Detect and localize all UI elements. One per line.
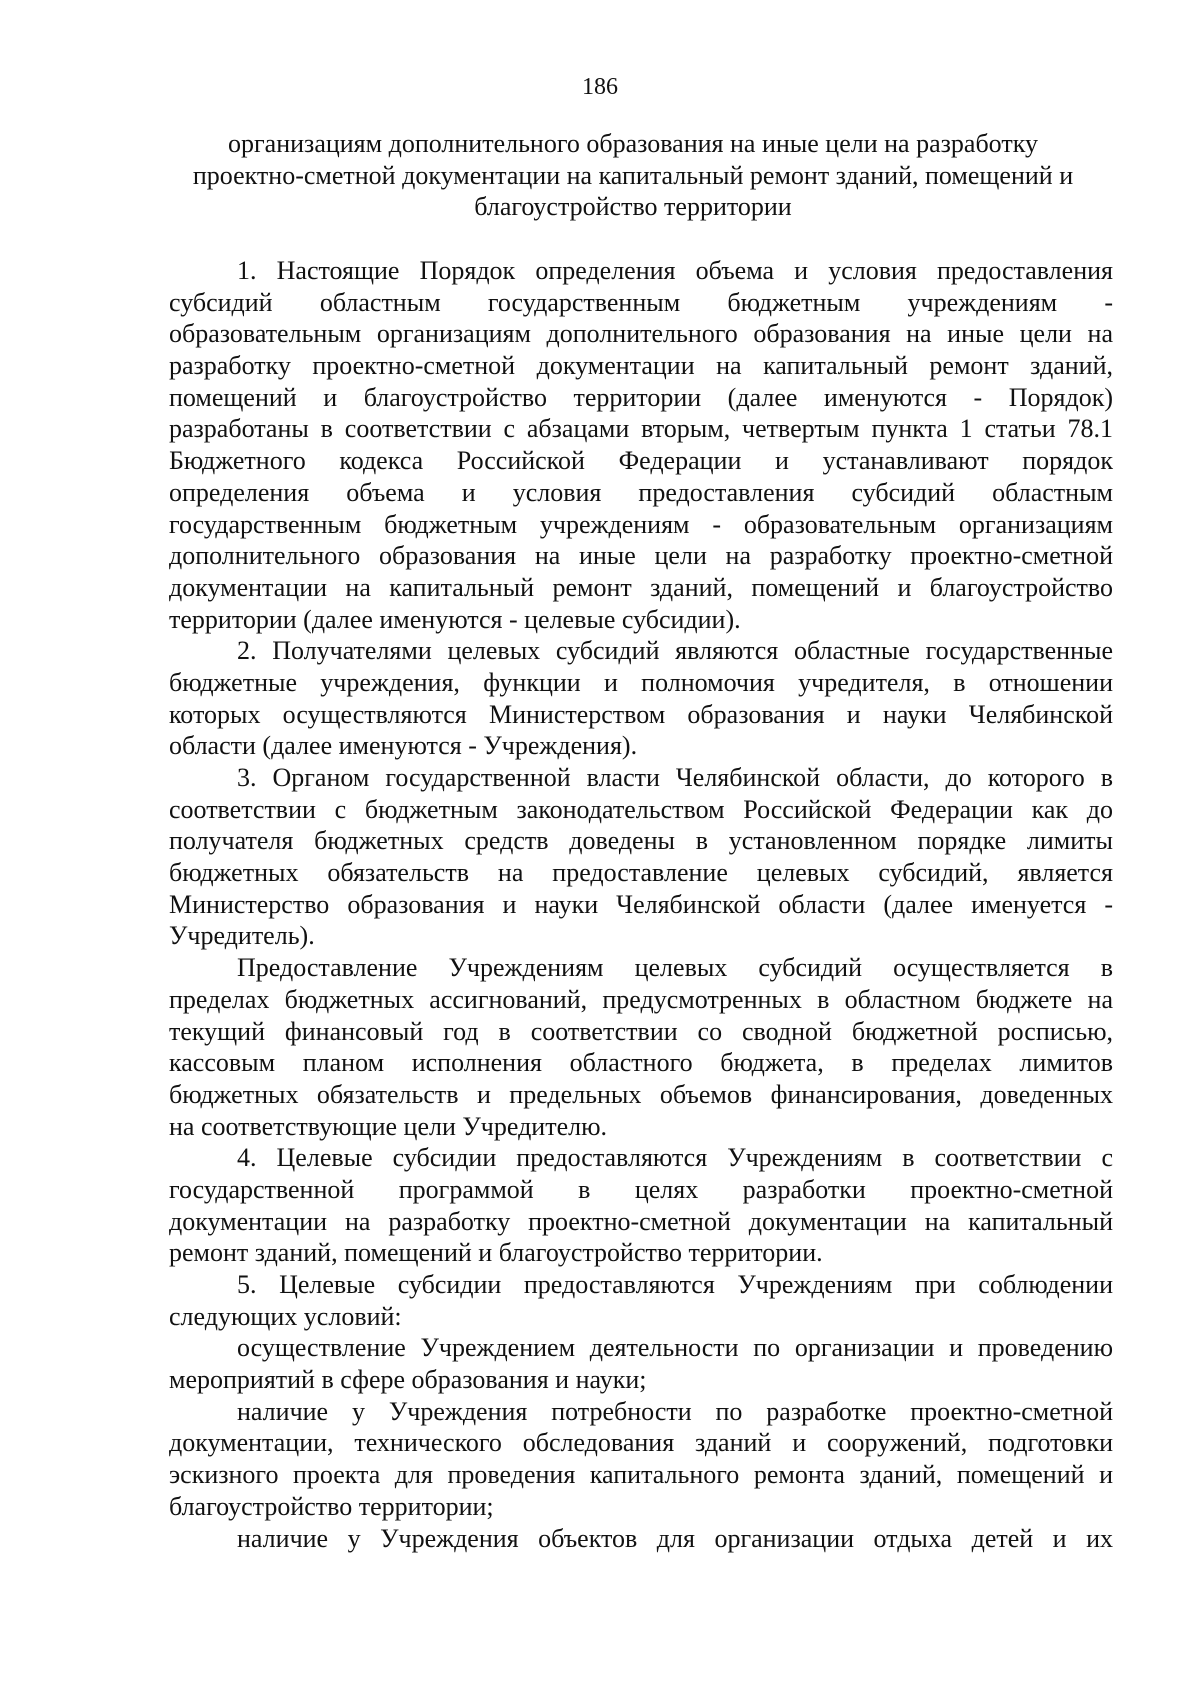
document-body	[169, 255, 1113, 1554]
paragraph-line: бюджетных обязательств на предоставление целевых субсидий, является	[169, 858, 1113, 888]
paragraph	[169, 762, 1113, 952]
paragraph	[169, 255, 1113, 635]
paragraph-line: эскизного проекта для проведения капитального ремонта зданий, помещений и	[169, 1460, 1113, 1490]
paragraph-line: субсидий областным государственным бюджетным учреждениям -	[169, 287, 1113, 317]
paragraph	[169, 1269, 1113, 1332]
paragraph-line: документации, технического обследования зданий и сооружений, подготовки	[169, 1428, 1113, 1458]
paragraph-line: пределах бюджетных ассигнований, предусмотренных в областном бюджете на	[169, 984, 1113, 1014]
paragraph-line: Министерство образования и науки Челябинской области (далее именуется -	[169, 889, 1113, 919]
paragraph-line: бюджетные учреждения, функции и полномочия учредителя, в отношении	[169, 667, 1113, 697]
paragraph-line: 2. Получателями целевых субсидий являются областные государственные	[237, 636, 1113, 666]
paragraph-line: текущий финансовый год в соответствии со сводной бюджетной росписью,	[169, 1016, 1113, 1046]
paragraph-line: наличие у Учреждения объектов для организации отдыха детей и их	[237, 1523, 1113, 1553]
paragraph-line: определения объема и условия предоставления субсидий областным	[169, 477, 1113, 507]
paragraph-line: которых осуществляются Министерством образования и науки Челябинской	[169, 699, 1113, 729]
paragraph-line: области (далее именуются - Учреждения).	[169, 731, 638, 761]
paragraph-line: Учредитель).	[169, 921, 315, 951]
paragraph-line: на соответствующие цели Учредителю.	[169, 1111, 608, 1141]
paragraph-line: мероприятий в сфере образования и науки;	[169, 1365, 647, 1395]
paragraph-line: Бюджетного кодекса Российской Федерации и устанавливают порядок	[169, 446, 1113, 476]
paragraph-line: наличие у Учреждения потребности по разработке проектно-сметной	[237, 1396, 1113, 1426]
paragraph	[169, 635, 1113, 762]
paragraph-line: осуществление Учреждением деятельности по организации и проведению	[237, 1333, 1113, 1363]
paragraph-line: ремонт зданий, помещений и благоустройство территории.	[169, 1238, 823, 1268]
paragraph-line: кассовым планом исполнения областного бюджета, в пределах лимитов	[169, 1048, 1113, 1078]
paragraph-line: государственным бюджетным учреждениям - образовательным организациям	[169, 509, 1113, 539]
paragraph-line: 3. Органом государственной власти Челябинской области, до которого в	[237, 763, 1113, 792]
paragraph-line: 1. Настоящие Порядок определения объема и условия предоставления	[237, 256, 1113, 285]
title-line: благоустройство территории	[474, 192, 792, 221]
paragraph	[169, 1332, 1113, 1395]
paragraph-line: разработку проектно-сметной документации на капитальный ремонт зданий,	[169, 351, 1113, 381]
paragraph-line: помещений и благоустройство территории (далее именуются - Порядок)	[169, 382, 1113, 412]
page-number: 186	[582, 74, 618, 100]
paragraph-line: территории (далее именуются - целевые субсидии).	[169, 604, 741, 634]
paragraph-line: документации на капитальный ремонт зданий, помещений и благоустройство	[169, 572, 1113, 602]
paragraph	[169, 1396, 1113, 1523]
paragraph	[169, 1142, 1113, 1269]
paragraph	[169, 952, 1113, 1142]
paragraph-line: следующих условий:	[169, 1301, 402, 1331]
paragraph-line: соответствии с бюджетным законодательством Российской Федерации как до	[169, 794, 1113, 824]
paragraph	[169, 1523, 1113, 1555]
title-line: организациям дополнительного образования на иные цели на разработку	[228, 129, 1038, 158]
title-line: проектно-сметной документации на капитальный ремонт зданий, помещений и	[192, 160, 1074, 190]
paragraph-line: дополнительного образования на иные цели на разработку проектно-сметной	[169, 541, 1113, 571]
paragraph-line: документации на разработку проектно-сметной документации на капитальный	[169, 1206, 1113, 1236]
paragraph-line: образовательным организациям дополнительного образования на иные цели на	[169, 319, 1113, 349]
paragraph-line: государственной программой в целях разработки проектно-сметной	[169, 1174, 1113, 1204]
paragraph-line: Предоставление Учреждениям целевых субсидий осуществляется в	[237, 953, 1113, 983]
paragraph-line: получателя бюджетных средств доведены в установленном порядке лимиты	[169, 826, 1113, 856]
paragraph-line: 4. Целевые субсидии предоставляются Учреждениям в соответствии с	[237, 1143, 1113, 1173]
paragraph-line: 5. Целевые субсидии предоставляются Учреждениям при соблюдении	[237, 1270, 1113, 1299]
paragraph-line: благоустройство территории;	[169, 1491, 494, 1521]
paragraph-line: разработаны в соответствии с абзацами вторым, четвертым пункта 1 статьи 78.1	[169, 414, 1113, 444]
paragraph-line: бюджетных обязательств и предельных объемов финансирования, доведенных	[169, 1079, 1113, 1109]
document-title	[150, 128, 1116, 223]
